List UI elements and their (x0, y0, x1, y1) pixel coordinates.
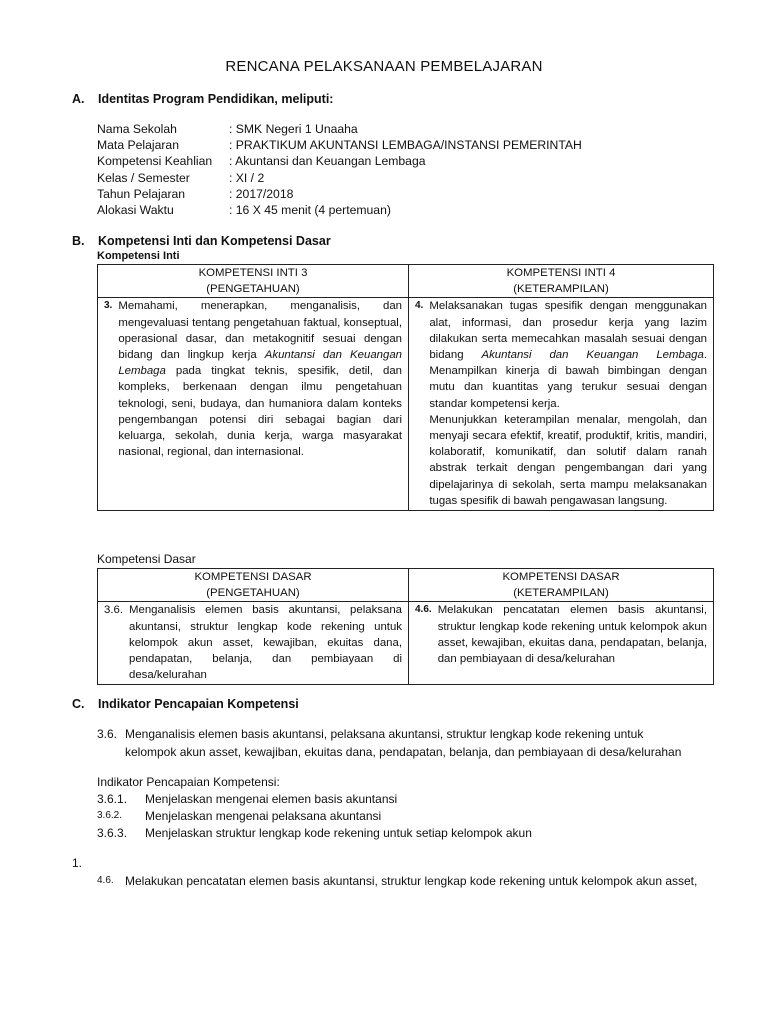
kd-skill-header (409, 569, 714, 602)
identity-row-year (97, 187, 582, 203)
section-a-heading (72, 92, 333, 106)
section-a-letter: A. (72, 92, 85, 106)
identity-row-subject (97, 138, 582, 154)
ki4-header-sub: (KETERAMPILAN) (513, 283, 609, 296)
identity-value: : 2017/2018 (229, 186, 294, 201)
skill-indicator-text: Melakukan pencatatan elemen basis akuntansi, struktur lengkap kode rekening untuk kelompok akun asset, (125, 874, 698, 888)
identity-row-time (97, 203, 582, 219)
identity-value: : 16 X 45 menit (4 pertemuan) (229, 202, 391, 217)
ki3-header (98, 265, 409, 298)
kd-skill-header-sub: (KETERAMPILAN) (513, 587, 609, 600)
kompetensi-inti-table (97, 264, 714, 511)
kd-skill-number: 4.6. (415, 604, 432, 616)
section-b-letter: B. (72, 234, 85, 248)
ki3-text: Memahami, menerapkan, menganalisis, dan mengevaluasi tentang pengetahuan faktual, konseptual, operasional dasar, dan metakognitif sesuai dengan bidang dan lingkup kerja Akuntansi dan Keuangan Lembaga pada tingkat teknis, spesifik, detil, dan kompleks, berkenaan dengan ilmu pengetahuan teknologi, seni, budaya, dan humaniora dalam konteks pengembangan potensi diri sebagai bagian dari keluarga, sekolah, dunia kerja, warga masyarakat nasional, regional, dan internasional. (118, 300, 402, 459)
ki4-cell (409, 298, 714, 511)
kd-knowledge-number: 3.6. (104, 604, 123, 617)
section-b-title: Kompetensi Inti dan Kompetensi Dasar (98, 234, 331, 248)
identity-label: Kompetensi Keahlian (97, 154, 213, 169)
kd-knowledge-cell (98, 602, 409, 685)
indicator-number: 3.6.1. (97, 792, 128, 806)
indicator-item (97, 809, 381, 823)
ki3-number: 3. (104, 300, 113, 312)
ipk-label: Indikator Pencapaian Kompetensi: (97, 775, 280, 789)
skill-indicator-line (97, 874, 697, 888)
kd-knowledge-header (98, 569, 409, 602)
indicator-number: 3.6.3. (97, 826, 128, 840)
kd-knowledge-header-sub: (PENGETAHUAN) (206, 587, 300, 600)
kd-skill-text: Melakukan pencatatan elemen basis akuntansi, struktur lengkap kode rekening untuk kelompok akun asset, kewajiban, ekuitas dana, pendapatan, belanja, dan pembiayaan di desa/kelurahan (437, 604, 707, 666)
section-c-title: Indikator Pencapaian Kompetensi (98, 697, 299, 711)
ki4-header-title: KOMPETENSI INTI 4 (506, 267, 616, 279)
list-number-text: 1. (72, 856, 83, 870)
identity-row-expertise (97, 154, 582, 170)
indicator-item (97, 792, 397, 806)
ki-label: Kompetensi Inti (97, 250, 180, 262)
ki3-header-sub: (PENGETAHUAN) (206, 283, 300, 296)
indicator-text: Menjelaskan struktur lengkap kode rekening untuk setiap kelompok akun (145, 826, 532, 840)
identity-value: : PRAKTIKUM AKUNTANSI LEMBAGA/INSTANSI PEMERINTAH (229, 138, 582, 153)
ki4-number: 4. (415, 300, 424, 312)
ki4-text: Melaksanakan tugas spesifik dengan menggunakan alat, informasi, dan prosedur kerja yang lazim dilakukan serta memecahkan masalah sesuai dengan bidang Akuntansi dan Keuangan Lembaga. Menampilkan kinerja di bawah bimbingan dengan mutu dan kuantitas yang terukur sesuai dengan standar kompetensi kerja. Menunjukkan keterampilan menalar, mengolah, dan menyaji secara efektif, kreatif, produktif, kritis, mandiri, kolaboratif, komunikatif, dan solutif dalam ranah abstrak terkait dengan pengembangan dari yang dipelajarinya di sekolah, serta mampu melaksanakan tugas spesifik di bawah pengawasan langsung. (429, 300, 707, 507)
identity-row-school (97, 122, 582, 138)
table-row (98, 298, 714, 511)
list-number-1 (72, 856, 82, 870)
kd-paragraph-line-1 (97, 727, 643, 741)
kd-paragraph-text: Menganalisis elemen basis akuntansi, pelaksana akuntansi, struktur lengkap kode rekening untuk (125, 727, 644, 741)
identity-row-class (97, 171, 582, 187)
identity-value: : Akuntansi dan Keuangan Lembaga (229, 154, 426, 169)
identity-label: Alokasi Waktu (97, 202, 174, 217)
table-header-row (98, 265, 714, 298)
section-a-title: Identitas Program Pendidikan, meliputi: (98, 92, 334, 106)
ki3-header-title: KOMPETENSI INTI 3 (198, 267, 308, 279)
kd-paragraph-line-2 (125, 745, 681, 759)
kompetensi-dasar-table (97, 568, 714, 685)
kd-knowledge-text: Menganalisis elemen basis akuntansi, pelaksana akuntansi, struktur lengkap kode rekening untuk kelompok akun asset, kewajiban, ekuitas dana, pendapatan, belanja, dan pembiayaan di desa/kelurahan (129, 604, 402, 682)
indicator-number: 3.6.2. (97, 810, 123, 821)
table-header-row (98, 569, 714, 602)
identity-list (97, 122, 582, 219)
kd-skill-cell (409, 602, 714, 685)
identity-label: Kelas / Semester (97, 170, 190, 185)
ki3-cell (98, 298, 409, 511)
ki4-header (409, 265, 714, 298)
skill-indicator-number: 4.6. (97, 875, 114, 886)
identity-value: : XI / 2 (229, 170, 265, 185)
indicator-item (97, 826, 532, 840)
kd-skill-header-title: KOMPETENSI DASAR (502, 571, 620, 583)
table-row (98, 602, 714, 685)
document-title: RENCANA PELAKSANAAN PEMBELAJARAN (225, 58, 543, 75)
kd-label: Kompetensi Dasar (97, 552, 196, 566)
section-b-heading (72, 234, 331, 248)
identity-value: : SMK Negeri 1 Unaaha (229, 122, 358, 136)
identity-label: Mata Pelajaran (97, 138, 179, 153)
indicator-text: Menjelaskan mengenai pelaksana akuntansi (145, 809, 382, 823)
indicator-text: Menjelaskan mengenai elemen basis akuntansi (145, 792, 398, 806)
section-c-letter: C. (72, 697, 85, 711)
identity-label: Nama Sekolah (97, 122, 177, 136)
kd-paragraph-text-cont: kelompok akun asset, kewajiban, ekuitas dana, pendapatan, belanja, dan pembiayaan di desa/kelurahan (125, 745, 682, 759)
kd-paragraph-number: 3.6. (97, 727, 118, 741)
identity-label: Tahun Pelajaran (97, 186, 186, 201)
section-c-heading (72, 697, 299, 711)
kd-knowledge-header-title: KOMPETENSI DASAR (194, 571, 312, 583)
